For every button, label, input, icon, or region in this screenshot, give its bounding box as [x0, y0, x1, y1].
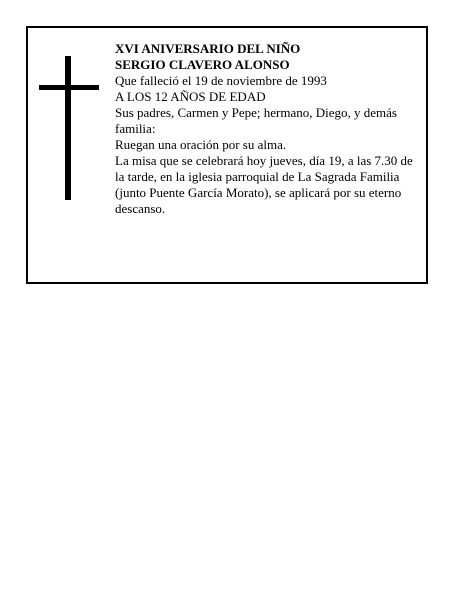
- cross-icon: [39, 56, 99, 200]
- notice-text: [115, 41, 417, 217]
- obituary-notice: [26, 26, 428, 284]
- notice-title-line-2: SERGIO CLAVERO ALONSO: [115, 57, 290, 72]
- age-line: A LOS 12 AÑOS DE EDAD: [115, 89, 266, 104]
- cross-vertical-bar: [65, 56, 71, 200]
- notice-title-line-1: XVI ANIVERSARIO DEL NIÑO: [115, 41, 301, 56]
- family-line: Sus padres, Carmen y Pepe; hermano, Diego, y demás familia:: [115, 105, 397, 136]
- cross-horizontal-bar: [39, 85, 99, 90]
- mass-paragraph: La misa que se celebrará hoy jueves, día 19, a las 7.30 de la tarde, en la iglesia parroquial de La Sagrada Familia (junto Puente García Morato), se aplicará por su eterno descanso.: [115, 153, 413, 216]
- prayer-line: Ruegan una oración por su alma.: [115, 137, 287, 152]
- death-date-line: Que falleció el 19 de noviembre de 1993: [115, 73, 327, 88]
